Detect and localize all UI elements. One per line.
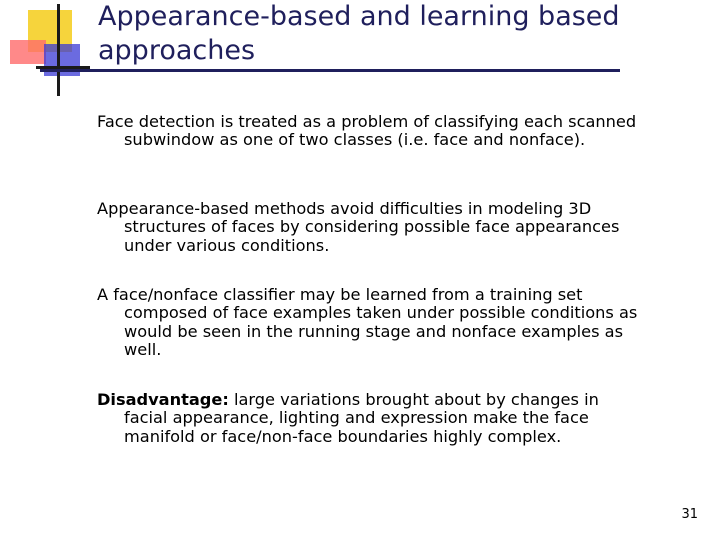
paragraph-3-text: A face/nonface classifier may be learned from a training set composed of face examples taken under possible conditions as would be seen in the running stage and nonface examples as well. [97,285,638,359]
logo-red-square [10,40,46,64]
paragraph-2 [97,200,644,255]
page-number: 31 [681,507,698,522]
paragraph-1-text: Face detection is treated as a problem of classifying each scanned subwindow as one of two classes (i.e. face and nonface). [97,112,637,150]
paragraph-3 [97,286,644,359]
disadvantage-label: Disadvantage: [97,390,229,409]
slide-title: Appearance-based and learning based approaches [98,1,620,66]
logo-vertical-line [57,4,60,96]
paragraph-4 [97,391,644,446]
paragraph-4-text: large variations brought about by changes in facial appearance, lighting and expression make the face manifold or face/non-face boundaries highly complex. [124,390,599,446]
title-underline [40,69,620,72]
slide-logo-decoration [0,0,100,100]
paragraph-2-text: Appearance-based methods avoid difficulties in modeling 3D structures of faces by considering possible face appearances under various conditions. [97,199,620,255]
paragraph-1 [97,113,644,150]
